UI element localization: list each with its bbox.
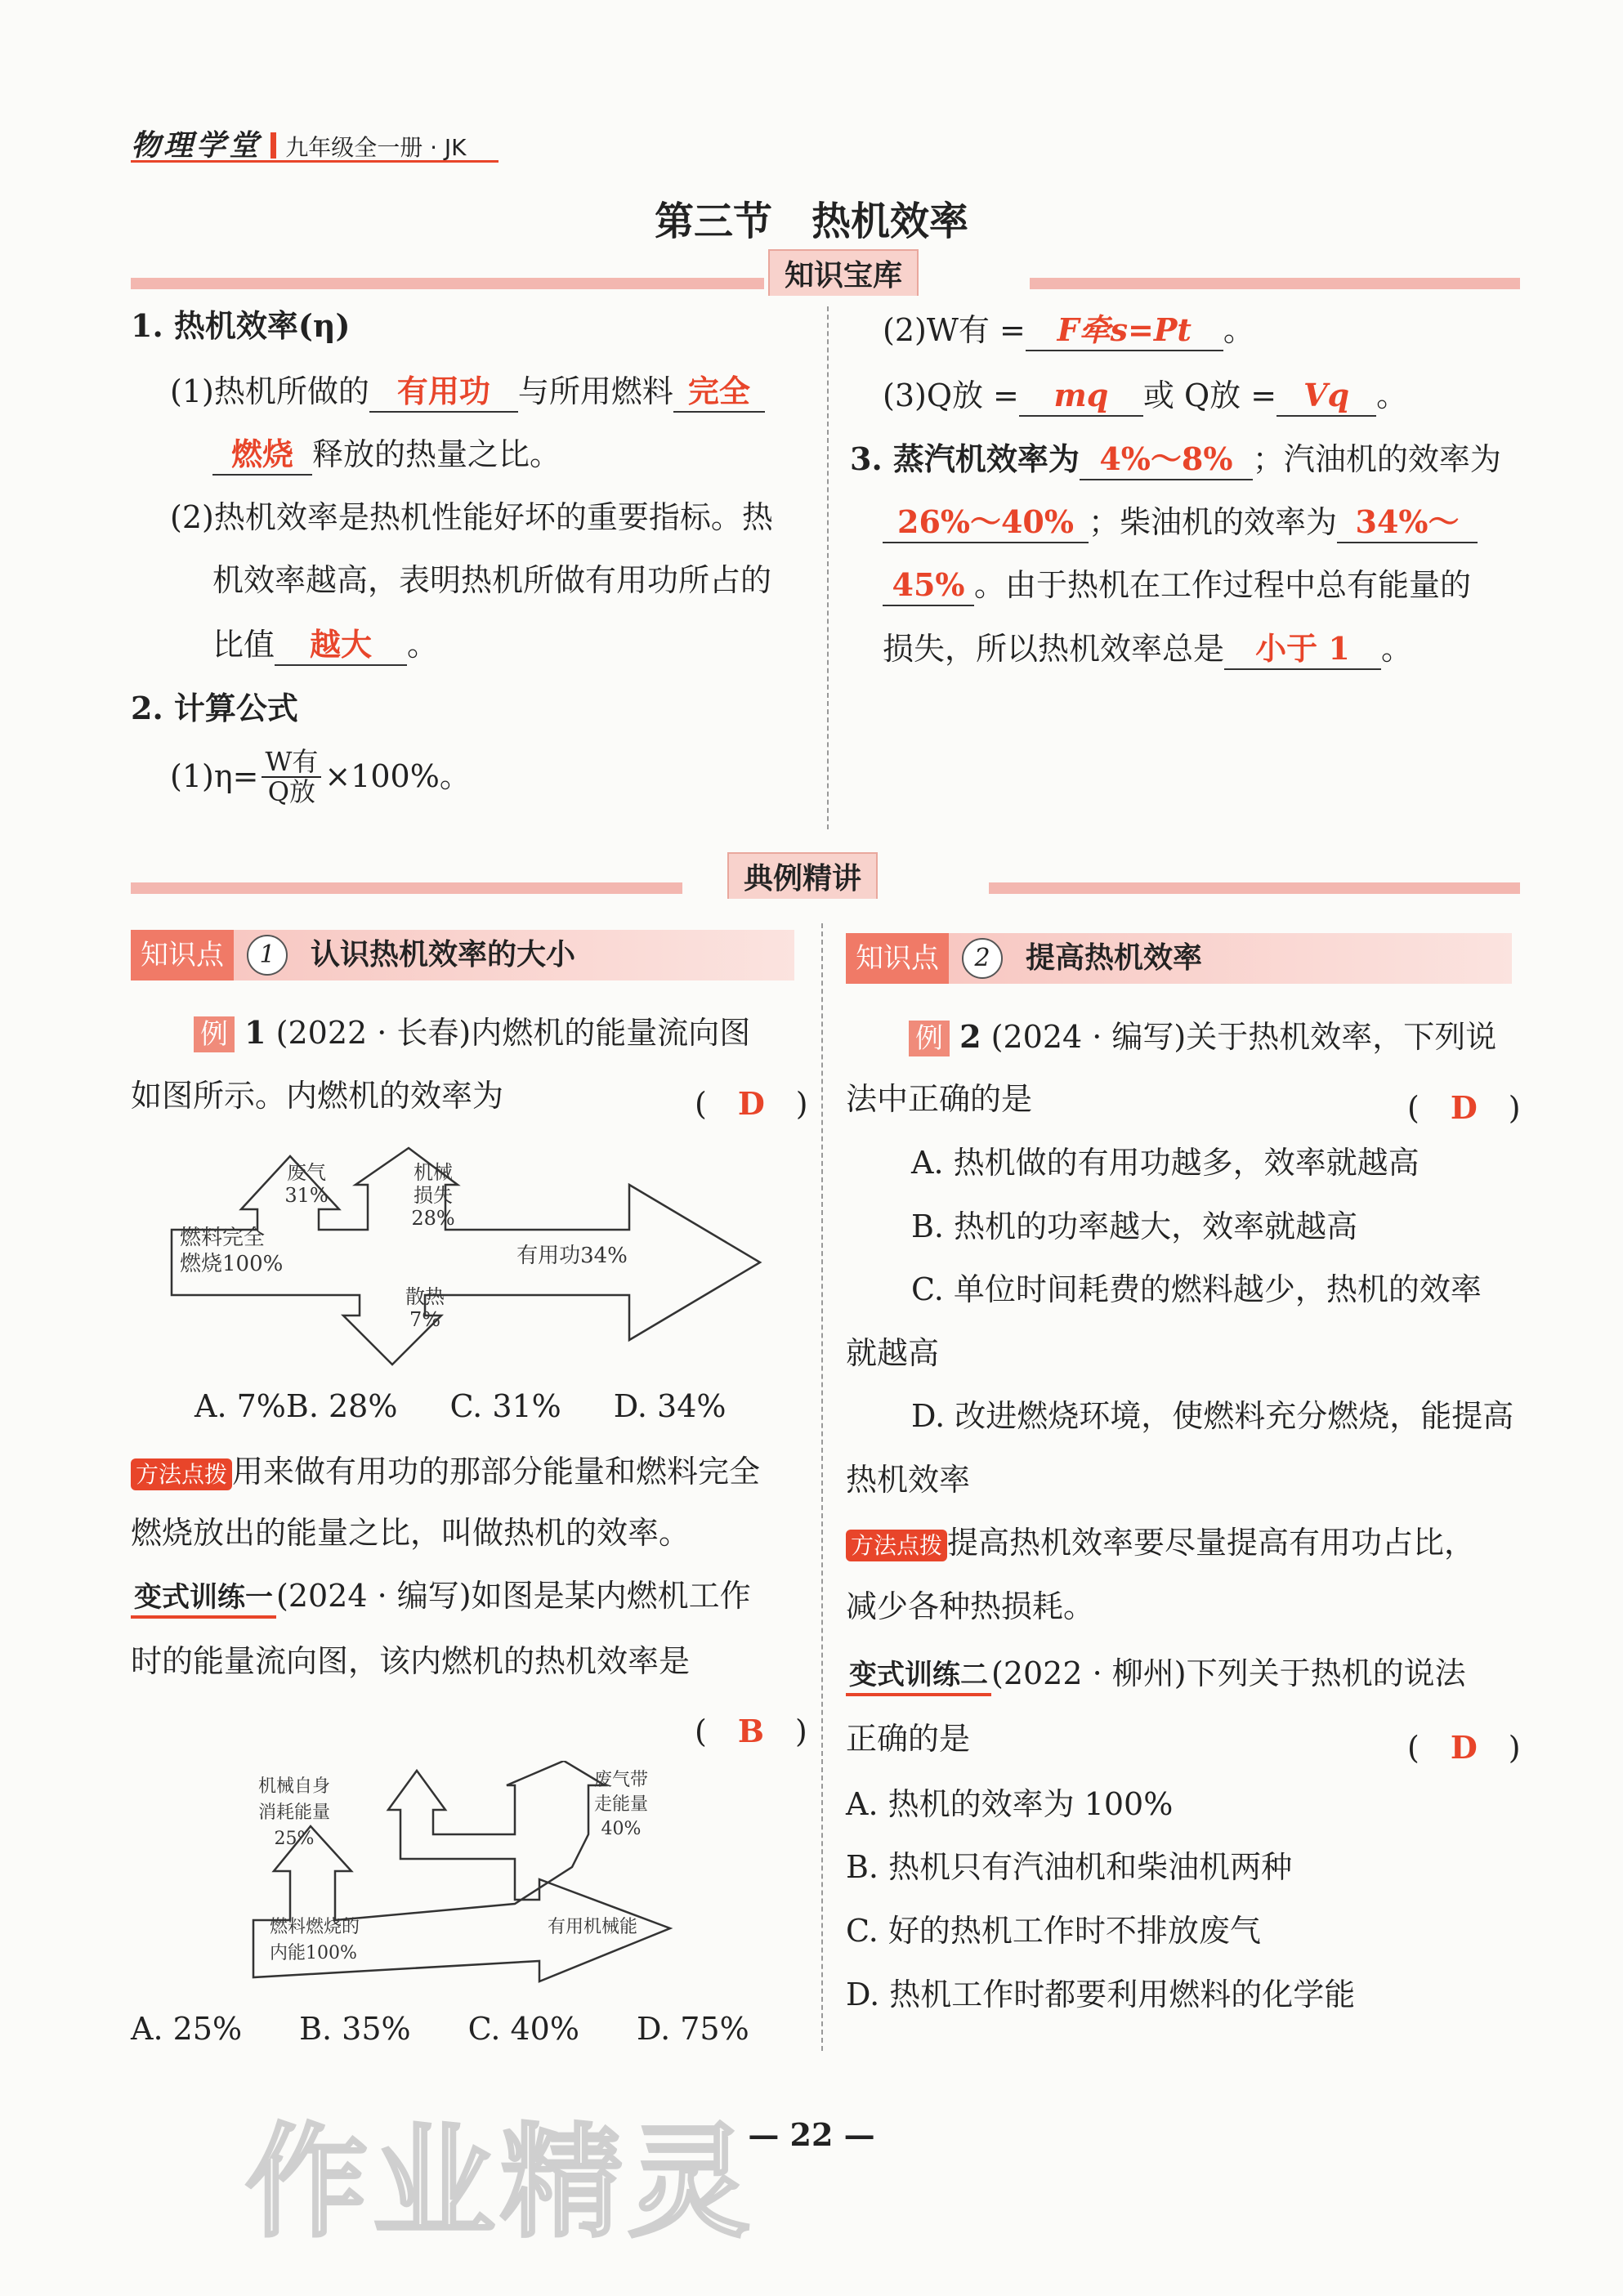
option: A. 7%	[194, 1388, 286, 1424]
answer-blank: 有用功	[369, 372, 518, 413]
method-tag: 方法点拨	[131, 1458, 232, 1490]
variant1-answer: ( B )	[695, 1713, 807, 1749]
column-divider-bottom	[821, 923, 825, 2051]
variant2-answer: ( D )	[1407, 1729, 1521, 1766]
item1-2-l1: (2)热机效率是热机性能好坏的重要指标。热	[170, 499, 773, 535]
option: C. 40%	[467, 2011, 579, 2047]
header-grade: 九年级全一册 · JK	[285, 134, 467, 161]
variant2-opt-a: A. 热机的效率为 100%	[846, 1786, 1174, 1822]
example-tag: 例	[194, 1016, 235, 1052]
section-banner-knowledge: 知识宝库	[768, 249, 919, 296]
label-line: 内能100%	[270, 1943, 357, 1963]
method-tip-1-l2: 燃烧放出的能量之比，叫做热机的效率。	[131, 1515, 691, 1551]
answer-blank: 燃烧	[212, 435, 312, 476]
answer-blank: 45%	[883, 565, 974, 606]
label-line: 机械自身	[257, 1776, 331, 1797]
answer-blank: 越大	[275, 625, 407, 666]
method-tip-2: 方法点拨 提高热机效率要尽量提高有用功占比，	[846, 1524, 1475, 1563]
example2-l1: 例 2 (2024 · 编写)关于热机效率，下列说	[909, 1017, 1496, 1057]
example2-answer: ( D )	[1407, 1089, 1521, 1126]
header	[131, 123, 499, 163]
banner-line-right	[989, 882, 1520, 894]
label-line: 机械	[414, 1161, 453, 1184]
label-exhaust	[594, 1770, 648, 1839]
example1-answer: ( D )	[695, 1085, 808, 1122]
answer-blank: 小于 1	[1224, 629, 1381, 670]
answer-blank: 完全	[673, 372, 765, 413]
label-heat	[405, 1285, 445, 1331]
item1-head: 1. 热机效率(η)	[131, 307, 351, 344]
variant2-opt-d: D. 热机工作时都要利用燃料的化学能	[846, 1977, 1356, 2012]
method-tip-1: 方法点拨 用来做有用功的那部分能量和燃料完全	[131, 1453, 760, 1492]
label-line: 31%	[284, 1184, 329, 1207]
variant1-l2: 时的能量流向图，该内燃机的热机效率是	[131, 1643, 691, 1679]
kp-tag: 知识点	[846, 933, 949, 984]
item2-2: (2)W有 = F牵s=Pt 。	[883, 310, 1254, 351]
label-line: 废气带	[593, 1770, 649, 1790]
variant2-l2: 正确的是	[846, 1721, 971, 1757]
label-line: 燃烧100%	[180, 1252, 284, 1276]
option: B. 28%	[285, 1388, 398, 1424]
label-line: 40%	[601, 1819, 642, 1839]
item1-2-l2: 机效率越高，表明热机所做有用功所占的	[212, 562, 772, 598]
item1-1: (1)热机所做的 有用功 与所用燃料 完全	[170, 372, 765, 413]
kp-number: 1	[247, 935, 288, 976]
answer-blank: 4%～8%	[1080, 440, 1253, 480]
banner-line-left	[131, 882, 682, 894]
section-banner-examples: 典例精讲	[727, 852, 878, 899]
label-line: 25%	[274, 1829, 315, 1849]
label-line: 损失	[414, 1184, 453, 1207]
label-exhaust	[284, 1161, 328, 1207]
energy-flow-diagram-2	[245, 1761, 695, 1990]
fraction-denominator: Q放	[267, 776, 316, 808]
variant1-options	[131, 2010, 749, 2049]
kp-number: 2	[962, 938, 1003, 979]
item3-l3: 45% 。由于热机在工作过程中总有能量的	[883, 565, 1471, 606]
item1-2-l3: 比值 越大 。	[212, 625, 438, 666]
formula-efficiency: (1)η= W有 Q放 ×100%。	[170, 746, 471, 808]
example2-opt-c: C. 单位时间耗费的燃料越少，热机的效率	[911, 1271, 1482, 1307]
page-number: — 22 —	[748, 2116, 875, 2153]
kp-title: 提高热机效率	[1026, 941, 1203, 975]
knowledge-point-2	[846, 933, 1512, 984]
item3-l1: 3. 蒸汽机效率为 4%～8% ；汽油机的效率为	[850, 440, 1501, 480]
label-line: 28%	[411, 1207, 455, 1230]
kp-tag: 知识点	[131, 930, 234, 980]
example2-opt-a: A. 热机做的有用功越多，效率就越高	[911, 1145, 1420, 1181]
fraction-numerator: W有	[262, 748, 321, 778]
label-line: 燃料燃烧的	[270, 1917, 360, 1937]
page-title: 第三节 热机效率	[654, 199, 968, 244]
method-tip-2-l2: 减少各种热损耗。	[846, 1588, 1095, 1624]
example1-options	[194, 1387, 727, 1427]
example2-opt-d-cont: 热机效率	[846, 1462, 971, 1498]
variant2-opt-c: C. 好的热机工作时不排放废气	[846, 1913, 1261, 1949]
option: C. 31%	[449, 1388, 561, 1424]
answer-blank: 26%～40%	[883, 503, 1089, 543]
example2-opt-b: B. 热机的功率越大，效率就越高	[911, 1208, 1358, 1244]
label-useful: 有用机械能	[548, 1917, 638, 1937]
variant-tag: 变式训练一	[131, 1580, 276, 1619]
example2-opt-d: D. 改进燃烧环境，使燃料充分燃烧，能提高	[911, 1398, 1514, 1434]
variant2-opt-b: B. 热机只有汽油机和柴油机两种	[846, 1849, 1293, 1885]
banner-line-left	[131, 278, 764, 289]
banner-line-right	[1030, 278, 1520, 289]
label-line: 燃料完全	[180, 1226, 266, 1250]
item2-head: 2. 计算公式	[131, 690, 298, 726]
example1-l1: 例 1 (2022 · 长春)内燃机的能量流向图	[194, 1013, 750, 1053]
answer-blank: 34%～	[1337, 503, 1478, 543]
option: B. 35%	[299, 2011, 411, 2047]
kp-title: 认识热机效率的大小	[311, 938, 576, 972]
label-source	[180, 1226, 283, 1276]
label-self	[258, 1776, 330, 1849]
item1-1-cont: 燃烧 释放的热量之比。	[212, 435, 561, 476]
option: D. 75%	[636, 2011, 749, 2047]
item2-3: (3)Q放 = mq 或 Q放 = Vq 。	[883, 376, 1407, 417]
label-useful: 有用功34%	[516, 1244, 628, 1268]
option: A. 25%	[131, 2011, 243, 2047]
example2-l2: 法中正确的是	[846, 1081, 1033, 1117]
item3-l2: 26%～40% ；柴油机的效率为 34%～	[883, 503, 1478, 543]
label-mech	[411, 1161, 454, 1230]
label-line: 走能量	[593, 1794, 649, 1815]
example1-l2: 如图所示。内燃机的效率为	[131, 1078, 504, 1114]
knowledge-point-1	[131, 930, 794, 980]
example-tag: 例	[909, 1021, 950, 1056]
header-divider	[270, 132, 276, 159]
answer-blank: Vq	[1276, 376, 1376, 417]
watermark: 作业精灵	[245, 2112, 756, 2254]
label-line: 7%	[409, 1308, 441, 1331]
item3-l4: 损失，所以热机效率总是 小于 1 。	[883, 629, 1412, 670]
method-tag: 方法点拨	[846, 1530, 947, 1561]
option: D. 34%	[613, 1388, 727, 1424]
variant2-l1: 变式训练二 (2022 · 柳州)下列关于热机的说法	[846, 1655, 1466, 1696]
answer-blank: mq	[1019, 376, 1143, 417]
label-source	[270, 1917, 360, 1963]
label-line: 消耗能量	[257, 1802, 331, 1823]
energy-flow-diagram-1	[155, 1140, 776, 1385]
header-brand: 物理学堂	[131, 128, 262, 163]
variant-tag: 变式训练二	[846, 1658, 991, 1696]
label-line: 散热	[405, 1285, 445, 1308]
answer-blank: F牵s=Pt	[1026, 310, 1223, 351]
label-line: 废气	[287, 1161, 326, 1184]
example2-opt-c-cont: 就越高	[846, 1335, 940, 1371]
column-divider-top	[827, 306, 830, 829]
variant1-l1: 变式训练一 (2024 · 编写)如图是某内燃机工作	[131, 1577, 751, 1619]
